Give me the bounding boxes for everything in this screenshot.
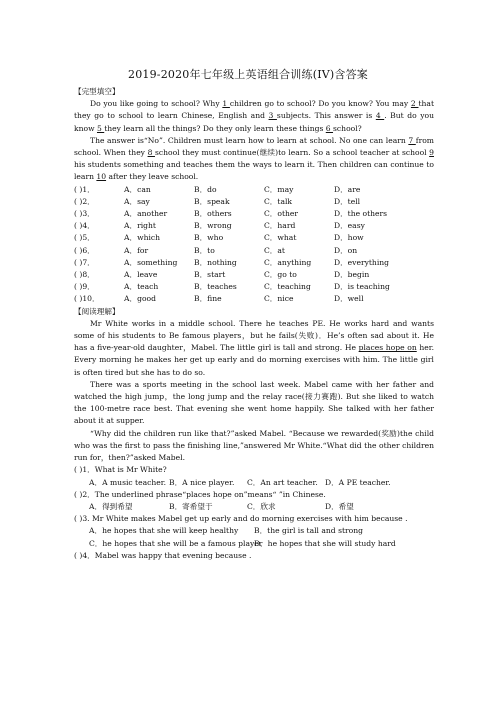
cloze-paragraph-1 (74, 98, 434, 135)
option-b: B．speak (194, 196, 230, 206)
text-run: after they leave school. (106, 172, 199, 182)
reading-question-1: ( )1．What is Mr White? (74, 465, 167, 475)
question-number: ( )7． (74, 257, 95, 267)
option-d: D．A PE teacher. (325, 477, 391, 487)
option-a: A．teach (124, 282, 159, 292)
option-b: B．do (194, 184, 217, 194)
question-number: ( )4． (74, 221, 95, 231)
underlined-blank: 8 (147, 148, 155, 158)
option-d: D．he hopes that she will study hard (254, 538, 396, 548)
option-b: B．teaches (194, 282, 237, 292)
option-a: A．another (124, 209, 168, 219)
cloze-option-row (74, 269, 434, 281)
question-number: ( )8． (74, 270, 95, 280)
underlined-blank: 5 (96, 123, 105, 133)
question-number: ( )2． (74, 196, 95, 206)
reading-question-3: ( )3. Mr White makes Mabel get up early and do morning exercises with him because . (74, 514, 408, 524)
option-b: B．the girl is tall and strong (254, 526, 363, 536)
option-a: A．right (124, 221, 156, 231)
reading-q3-options-row2 (74, 538, 434, 550)
underlined-blank: places hope on (358, 343, 417, 353)
option-c: C．at (264, 245, 285, 255)
option-d: D．how (334, 233, 364, 243)
text-run: that they go to school to learn Chinese, English and (74, 99, 435, 121)
option-a: A．得到希望 (89, 501, 133, 511)
option-c: C．talk (264, 196, 293, 206)
cloze-option-row (74, 293, 434, 305)
reading-paragraph-1 (74, 318, 434, 379)
option-d: D．everything (334, 257, 390, 267)
option-c: C．anything (264, 257, 312, 267)
option-c: C．go to (264, 270, 297, 280)
cloze-options (74, 184, 434, 306)
text-run: children go to school? Do you know? You may (229, 99, 411, 109)
option-a: A．which (124, 233, 161, 243)
reading-q2-options (74, 501, 434, 513)
reading-q3-options-row1 (74, 525, 434, 537)
cloze-option-row (74, 281, 434, 293)
reading-q1-options (74, 477, 434, 489)
page-title: 2019-2020年七年级上英语组合训练(IV)含答案 (128, 68, 368, 81)
option-b: B．fine (194, 294, 222, 304)
option-c: C．An art teacher. (247, 477, 318, 487)
underlined-blank: 9 (429, 148, 434, 158)
option-c: C．he hopes that she will be a famous player (89, 538, 263, 548)
option-a: A．something (124, 257, 178, 267)
option-c: C．nice (264, 294, 294, 304)
text-run: Do you like going to school? Why (90, 99, 223, 109)
option-b: B．nothing (194, 257, 237, 267)
underlined-blank: 6 (325, 123, 334, 133)
option-a: A．he hopes that she will keep healthy (89, 526, 239, 536)
option-a: A．say (124, 196, 150, 206)
option-c: C．other (264, 209, 299, 219)
text-run: they learn all the things? Do they only learn these things (104, 123, 326, 133)
option-a: A．good (124, 294, 156, 304)
option-d: D．easy (334, 221, 365, 231)
reading-question-2: ( )2．The underlined phrase“places hope on”means“ ”in Chinese. (74, 489, 326, 499)
option-b: B．A nice player. (169, 477, 235, 487)
text-run: her. Every morning he makes her get up early and do morning exercises with him. The little girl is often tired but she has to do so. (74, 343, 434, 377)
question-number: ( )1． (74, 184, 95, 194)
underlined-blank: 3 (268, 111, 277, 121)
underlined-blank: 4 (375, 111, 385, 121)
text-run: his students something and teaches them the ways to learn it. Then children can continue to learn (74, 160, 434, 182)
option-d: D．tell (334, 196, 361, 206)
text-run: from school. When they (74, 135, 434, 158)
text-run: Mr White works in a middle school. There he teaches PE. He works hard and wants some of his students to Be famous players，but he fails(失败)．He’s often sad about it. He has a five-year-old daughter，Mabel. The little girl is tall and strong. He (74, 318, 434, 353)
cloze-option-row (74, 208, 434, 220)
option-d: D．希望 (325, 501, 354, 511)
question-number: ( )6． (74, 245, 95, 255)
text-run: school? (333, 123, 362, 133)
option-c: C．teaching (264, 282, 311, 292)
option-a: A．A music teacher. (89, 477, 166, 487)
underlined-blank: 10 (96, 172, 107, 182)
option-d: D．is teaching (334, 282, 390, 292)
reading-paragraph-3: “Why did the children run like that?”asked Mabel. “Because we rewarded(奖励)the child who was the first to pass the finishing line,”answered Mr White.“What did the other children run for，then?”asked Mabel. (74, 428, 434, 463)
reading-question-4: ( )4．Mabel was happy that evening because . (74, 550, 252, 560)
option-c: C．欣求 (247, 501, 276, 511)
cloze-section-header: 【完型填空】 (74, 87, 120, 96)
cloze-paragraph-2 (74, 135, 434, 184)
option-a: A．leave (124, 270, 158, 280)
option-c: C．what (264, 233, 297, 243)
underlined-blank: 2 (410, 99, 419, 109)
option-b: B．start (194, 270, 226, 280)
reading-paragraph-2: There was a sports meeting in the school last week. Mabel came with her father and watched the high jump，the long jump and the relay race(接力赛跑). But she liked to watch the 100-metre race best. That evening she went home happily. She talked with her father about it at supper. (74, 379, 434, 426)
text-run: school they must continue(继续)to learn. So a school teacher at school (154, 148, 430, 158)
option-c: C．hard (264, 221, 296, 231)
cloze-option-row (74, 184, 434, 196)
text-run: subjects. This answer is (276, 111, 376, 121)
text-run: The answer is“No”. Children must learn how to learn at school. No one can learn (90, 135, 409, 145)
cloze-option-row (74, 245, 434, 257)
question-number: ( )9． (74, 282, 95, 292)
option-b: B．others (194, 209, 232, 219)
option-b: B．to (194, 245, 215, 255)
question-number: ( )5． (74, 233, 95, 243)
cloze-option-row (74, 232, 434, 244)
underlined-blank: 1 (222, 99, 230, 109)
reading-section-header: 【阅读理解】 (74, 306, 120, 316)
option-d: D．begin (334, 270, 370, 280)
option-b: B．who (194, 233, 224, 243)
option-b: B．wrong (194, 221, 232, 231)
document-body (74, 86, 434, 562)
cloze-option-row (74, 220, 434, 232)
option-d: D．the others (334, 209, 388, 219)
cloze-option-row (74, 196, 434, 208)
question-number: ( )3． (74, 209, 95, 219)
option-d: D．are (334, 184, 361, 194)
underlined-blank: 7 (408, 135, 416, 145)
text-run: . But do you know (74, 111, 434, 133)
option-d: D．on (334, 245, 358, 255)
option-a: A．can (124, 184, 151, 194)
option-a: A．for (124, 245, 149, 255)
option-c: C．may (264, 184, 294, 194)
option-d: D．well (334, 294, 364, 304)
cloze-option-row (74, 257, 434, 269)
option-b: B．寄希望于 (169, 501, 213, 511)
question-number: ( )10． (74, 294, 100, 304)
